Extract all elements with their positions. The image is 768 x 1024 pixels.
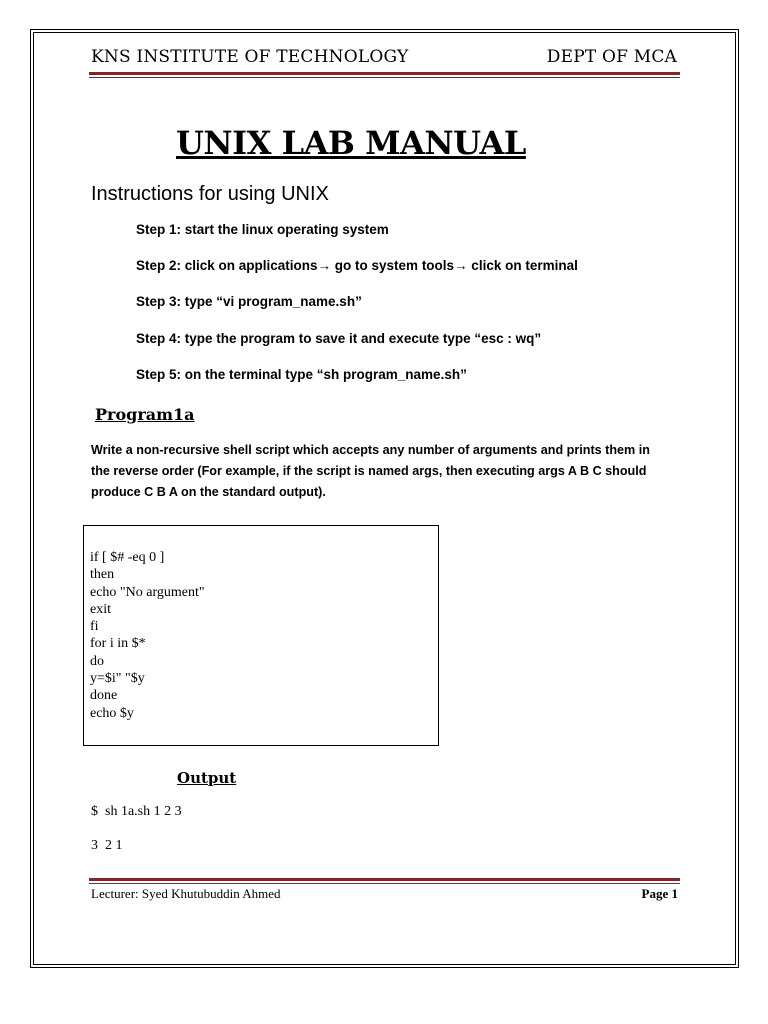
step-1: Step 1: start the linux operating system xyxy=(136,222,389,237)
output-result: 3 2 1 xyxy=(91,838,123,853)
code-line: for i in $* xyxy=(90,636,146,652)
program-title: Program1a xyxy=(95,405,195,424)
program-description xyxy=(91,440,691,503)
footer-lecturer: Lecturer: Syed Khutubuddin Ahmed xyxy=(91,886,281,901)
header-institute: KNS INSTITUTE OF TECHNOLOGY xyxy=(91,47,409,67)
code-line: do xyxy=(90,653,104,669)
output-title: Output xyxy=(177,769,237,787)
code-line: then xyxy=(90,567,115,583)
code-line: echo "No argument" xyxy=(90,584,205,600)
code-line: fi xyxy=(90,619,99,635)
footer-rule-thick xyxy=(89,878,680,881)
code-listing xyxy=(90,549,205,722)
code-line: echo $y xyxy=(90,705,134,721)
description-line: produce C B A on the standard output). xyxy=(91,485,326,499)
code-line: y=$i" "$y xyxy=(90,671,145,687)
step-3: Step 3: type “vi program_name.sh” xyxy=(136,294,362,309)
step-2: Step 2: click on applications→ go to system tools→ click on terminal xyxy=(136,258,578,273)
instructions-heading: Instructions for using UNIX xyxy=(91,183,329,205)
code-line: done xyxy=(90,688,118,704)
description-line: the reverse order (For example, if the script is named args, then executing args A B C should xyxy=(91,464,647,478)
footer-rule-thin xyxy=(89,883,680,884)
output-command: $ sh 1a.sh 1 2 3 xyxy=(91,804,182,819)
footer-page-number: Page 1 xyxy=(641,886,678,901)
header-department: DEPT OF MCA xyxy=(546,47,677,67)
header-rule-thick xyxy=(89,72,680,75)
step-4: Step 4: type the program to save it and execute type “esc : wq” xyxy=(136,331,542,346)
page-title: UNIX LAB MANUAL xyxy=(176,124,526,162)
description-line: Write a non-recursive shell script which accepts any number of arguments and prints them in xyxy=(91,443,650,457)
code-line: if [ $# -eq 0 ] xyxy=(90,550,165,565)
header-rule-thin xyxy=(89,77,680,78)
code-line: exit xyxy=(90,601,111,617)
step-5: Step 5: on the terminal type “sh program_name.sh” xyxy=(136,367,467,382)
